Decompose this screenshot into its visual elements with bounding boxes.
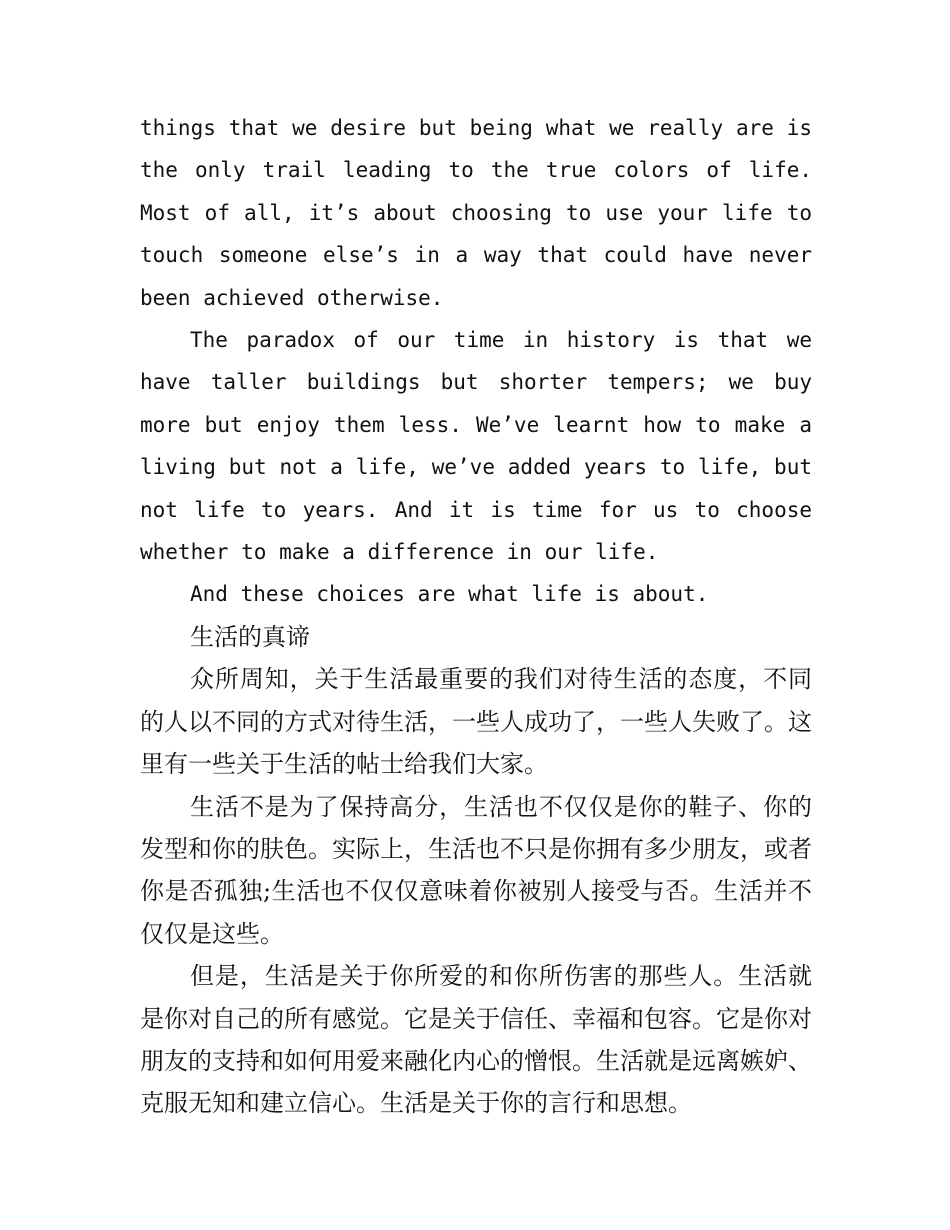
section-title-cn: 生活的真谛 <box>190 622 310 651</box>
paragraph-cn-intro: 众所周知，关于生活最重要的我们对待生活的态度，不同的人以不同的方式对待生活，一些人成功了，一些人失败了。这里有一些关于生活的帖士给我们大家。 <box>140 665 812 779</box>
paragraph-choices: And these choices are what life is about. <box>190 582 709 607</box>
document-page <box>140 107 812 1125</box>
paragraph-cn-not-scores: 生活不是为了保持高分，生活也不仅仅是你的鞋子、你的发型和你的肤色。实际上，生活也不只是你拥有多少朋友，或者你是否孤独;生活也不仅仅意味着你被别人接受与否。生活并不仅仅是这些。 <box>140 792 812 948</box>
paragraph-cn-love: 但是，生活是关于你所爱的和你所伤害的那些人。生活就是你对自己的所有感觉。它是关于信任、幸福和包容。它是你对朋友的支持和如何用爱来融化内心的憎恨。生活就是远离嫉妒、克服无知和建立信心。生活是关于你的言行和思想。 <box>140 962 812 1118</box>
paragraph-paradox: The paradox of our time in history is that we have taller buildings but shorter tempers; we buy more but enjoy them less. We’ve learnt how to make a living but not a life, we’ve added years to life, but not life to years. And it is time for us to choose whether to make a difference in our life. <box>140 328 812 565</box>
paragraph-continuation: things that we desire but being what we really are is the only trail leading to the true colors of life. Most of all, it’s about choosing to use your life to touch someone else’s in a way that could have never been achieved otherwise. <box>140 116 812 310</box>
